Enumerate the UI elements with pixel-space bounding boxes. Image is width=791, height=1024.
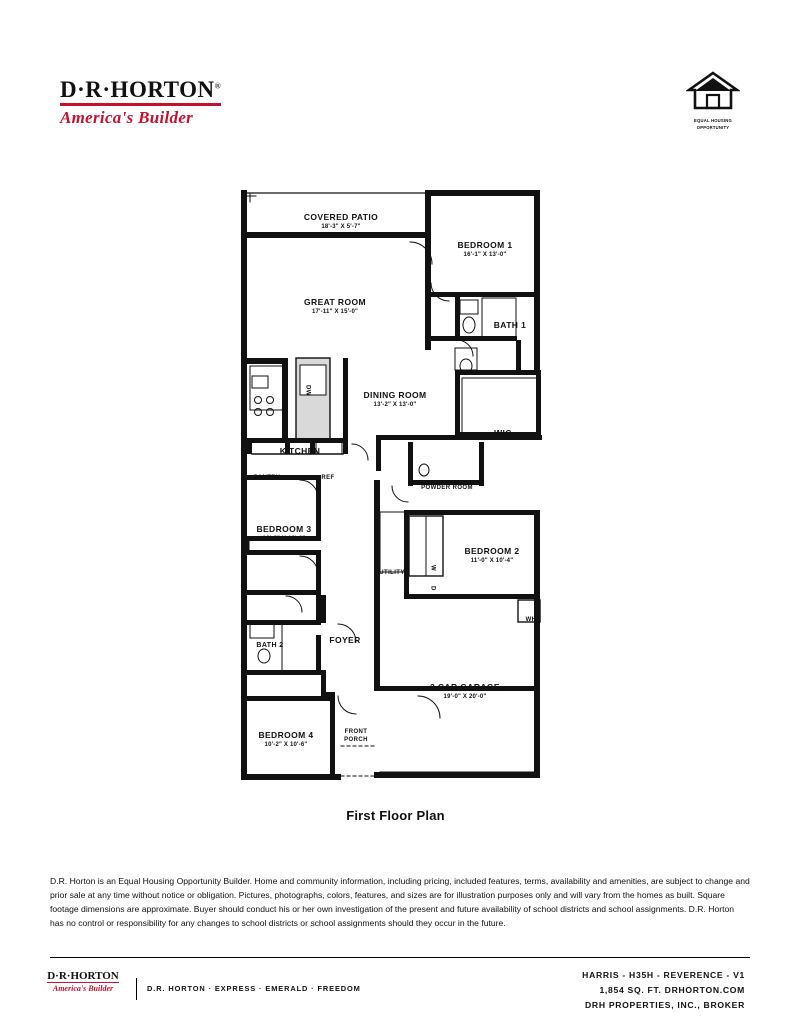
footer-brand-list: D.R. HORTON · EXPRESS · EMERALD · FREEDOM — [136, 978, 361, 1000]
eho-line-2: OPPORTUNITY — [696, 124, 730, 130]
footer-divider — [50, 957, 750, 958]
room-front-porch: FRONT PORCH — [344, 729, 368, 743]
room-bedroom-1: BEDROOM 1 16'-1" X 13'-0" — [457, 240, 513, 258]
room-bedroom-2: BEDROOM 2 11'-0" X 10'-4" — [464, 546, 520, 564]
footer-brand-name: D·R·HORTON — [47, 970, 119, 982]
page-footer — [0, 962, 791, 1022]
room-great-room: GREAT ROOM 17'-11" X 15'-0" — [304, 297, 366, 315]
room-utility: UTILITY — [379, 570, 405, 576]
room-dining-room: DINING ROOM 13'-2" X 13'-0" — [363, 390, 427, 408]
room-covered-patio: COVERED PATIO 18'-3" X 5'-7" — [303, 212, 379, 230]
appliance-dishwasher: DW — [304, 384, 311, 396]
equal-housing-opportunity-logo — [683, 70, 743, 130]
room-2-car-garage: 2 CAR GARAGE 19'-0" X 20'-0" — [430, 682, 500, 700]
page-header — [0, 66, 791, 136]
footer-sqft-website: 1,854 SQ. FT. DRHORTON.COM — [599, 985, 745, 996]
appliance-washer: W — [429, 564, 436, 572]
footer-plan-name: HARRIS - H35H - REVERENCE - V1 — [582, 970, 745, 980]
floor-plan-drawing — [0, 180, 791, 820]
appliance-refrigerator: REF — [321, 475, 335, 481]
disclaimer-text: D.R. Horton is an Equal Housing Opportunity Builder. Home and community information, including pricing, included features, terms, availability and amenities, are subject to change and prior sale at any time without notice or obligation. Pictures, photographs, colors, features, and sizes are for illustration purposes only and will vary from the homes as built. Square footage dimensions are approximate. Buyer should conduct his or her own investigation of the present and future availability of school districts and school assignments. D.R. Horton has no control or responsibility for any changes to school districts or school assignments should they occur in the future. — [50, 876, 750, 928]
room-foyer: FOYER — [329, 635, 361, 645]
equal-housing-icon — [686, 70, 740, 112]
footer-brand-tagline: America's Builder — [52, 984, 114, 993]
room-bedroom-4: BEDROOM 4 10'-2" X 10'-6" — [258, 730, 314, 748]
brand-tagline: America's Builder — [60, 108, 194, 128]
room-kitchen: KITCHEN — [279, 446, 321, 456]
appliance-dryer: D — [429, 585, 436, 591]
room-bath-2: BATH 2 — [256, 642, 284, 649]
footer-plan-details — [582, 968, 745, 1013]
room-wic: WIC — [494, 428, 512, 438]
room-pantry: PANTRY — [253, 475, 281, 481]
registered-mark: ® — [214, 81, 222, 91]
appliance-water-heater: WH — [525, 617, 537, 623]
floor-plan — [0, 180, 791, 840]
brand-name: D·R·HORTON® — [60, 78, 221, 106]
floor-plan-title: First Floor Plan — [346, 808, 445, 823]
dr-horton-logo — [60, 78, 280, 128]
footer-broker: DRH PROPERTIES, INC., BROKER — [585, 1000, 745, 1011]
footer-dr-horton-logo — [38, 966, 128, 993]
room-bath-1: BATH 1 — [493, 320, 527, 330]
room-bedroom-3: BEDROOM 3 10'-2" X 10'-0" — [256, 524, 312, 542]
room-powder-room: POWDER ROOM — [421, 485, 473, 491]
eho-line-1: EQUAL HOUSING — [694, 118, 732, 123]
